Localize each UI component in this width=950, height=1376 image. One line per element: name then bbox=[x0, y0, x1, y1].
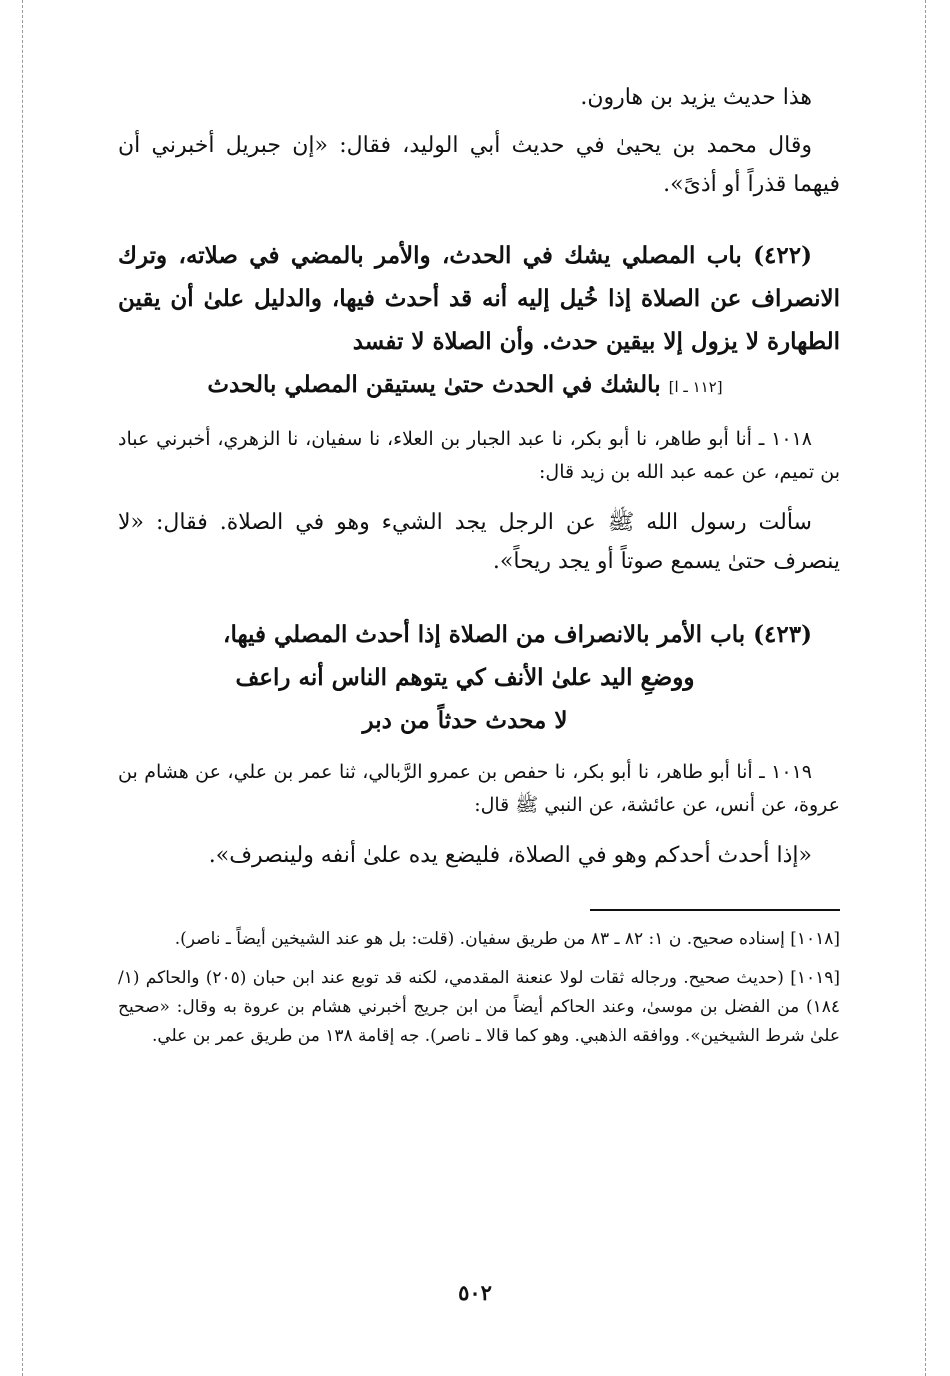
footnote-1018: [١٠١٨] إسناده صحيح. ن ١: ٨٢ ـ ٨٣ من طريق سفيان. (قلت: بل هو عند الشيخين أيضاً ـ ناصر). bbox=[174, 929, 840, 949]
paragraph-closing-note: هذا حديث يزيد بن هارون. bbox=[580, 85, 812, 110]
page-number: ٥٠٢ bbox=[458, 1280, 492, 1305]
hadith-1019-chain: ١٠١٩ ـ أنا أبو طاهر، نا أبو بكر، نا حفص بن عمرو الرَّبالي، ثنا عمر بن علي، عن هشام بن عروة، عن أنس، عن عائشة، عن النبي ﷺ قال: bbox=[118, 761, 840, 816]
chapter-heading-423 bbox=[118, 613, 840, 742]
paragraph-narration-variant: وقال محمد بن يحيىٰ في حديث أبي الوليد، فقال: «إن جبريل أخبرني أن فيهما قذراً أو أذىً». bbox=[118, 133, 840, 197]
manuscript-folio-tag: [١١٢ ـ ا] bbox=[668, 378, 723, 396]
hadith-1019-text: «إذا أحدث أحدكم وهو في الصلاة، فليضع يده علىٰ أنفه ولينصرف». bbox=[208, 843, 812, 868]
footnote-1019: [١٠١٩] (حديث صحيح. ورجاله ثقات لولا عنعنة المقدمي، لكنه قد توبع عند ابن حبان (٢٠٥) والحاكم (١/ ١٨٤) من الفضل بن موسىٰ، وعند الحاكم أيضاً من ابن جريج أخبرني هشام بن عروة به وقال: «صحيح علىٰ شرط الشيخين». ووافقه الذهبي. وهو كما قالا ـ ناصر). جه إقامة ١٣٨ من طريق عمر بن علي. bbox=[118, 968, 840, 1046]
hadith-1018-text: سألت رسول الله ﷺ عن الرجل يجد الشيء وهو في الصلاة. فقال: «لا ينصرف حتىٰ يسمع صوتاً أو يجد ريحاً». bbox=[118, 510, 840, 574]
chapter-heading-423-line-3: لا محدث حدثاً من دبر bbox=[362, 707, 568, 734]
chapter-heading-423-line-2: ووضعِ اليد علىٰ الأنف كي يتوهم الناس أنه راعف bbox=[235, 664, 695, 691]
page-content bbox=[118, 78, 840, 1051]
chapter-heading-422-text: (٤٢٢) باب المصلي يشك في الحدث، والأمر بالمضي في صلاته، وترك الانصراف عن الصلاة إذا خُيل إليه أنه قد أحدث فيها، والدليل علىٰ أن يقين الطهارة لا يزول إلا بيقين حدث. وأن الصلاة لا تفسد bbox=[118, 242, 840, 355]
chapter-heading-422-tail: بالشك في الحدث حتىٰ يستيقن المصلي بالحدث bbox=[207, 371, 661, 398]
hadith-1018-chain: ١٠١٨ ـ أنا أبو طاهر، نا أبو بكر، نا عبد الجبار بن العلاء، نا سفيان، نا الزهري، أخبرني عباد بن تميم، عن عمه عبد الله بن زيد قال: bbox=[118, 428, 840, 483]
chapter-heading-422 bbox=[118, 234, 840, 409]
right-margin-guide bbox=[925, 0, 926, 1376]
left-margin-guide bbox=[22, 0, 23, 1376]
chapter-heading-423-line-1: (٤٢٣) باب الأمر بالانصراف من الصلاة إذا أحدث المصلي فيها، bbox=[223, 621, 812, 648]
chapter-heading-422-last-line bbox=[118, 363, 840, 409]
